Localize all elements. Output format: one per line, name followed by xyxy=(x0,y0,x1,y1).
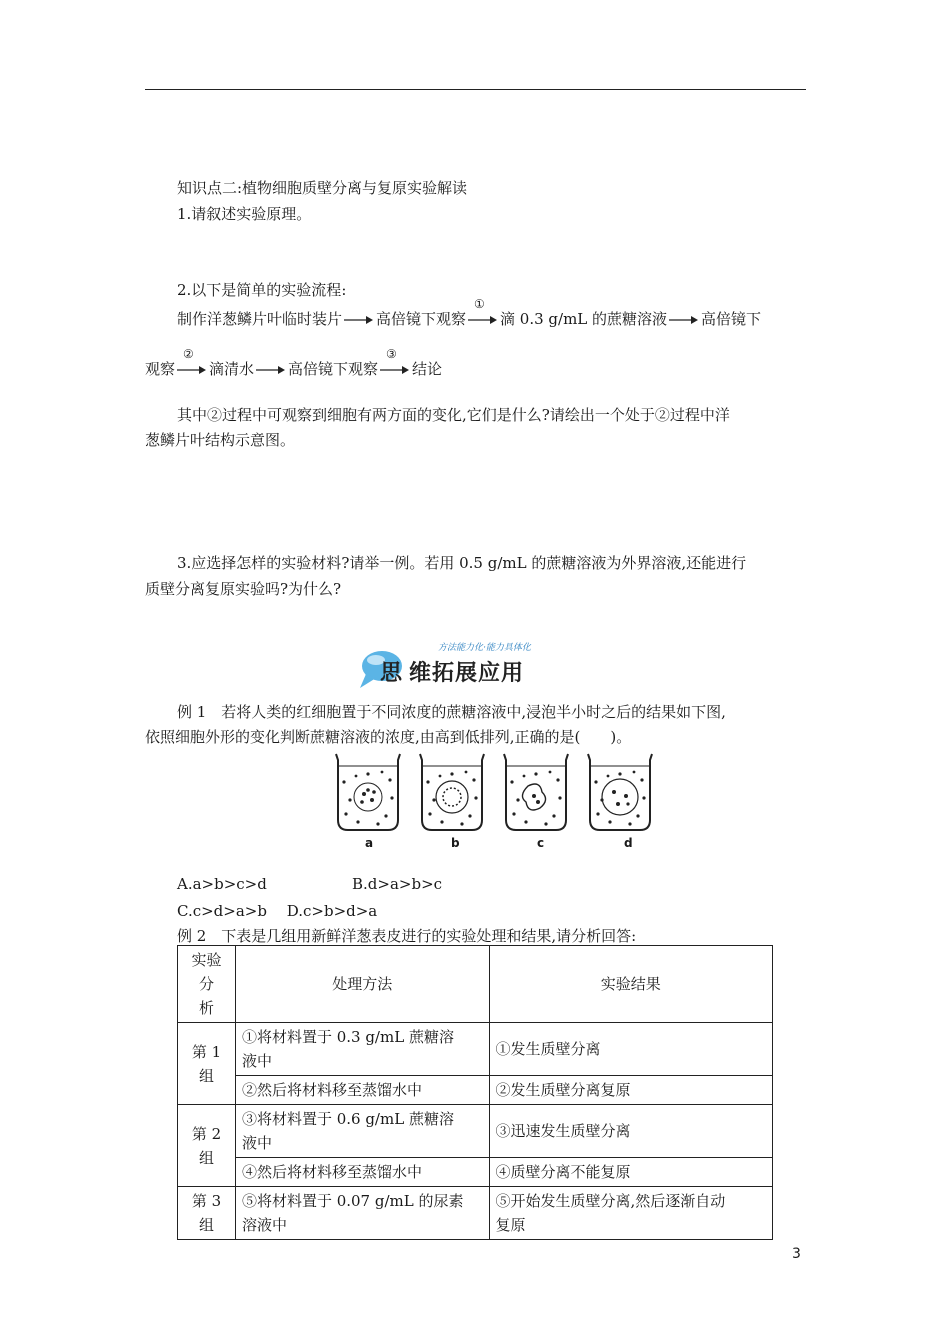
beaker-label-c: c xyxy=(537,836,545,850)
page-number: 3 xyxy=(792,1246,801,1262)
example-1-line-1: 例 1 若将人类的红细胞置于不同浓度的蔗糖溶液中,浸泡半小时之后的结果如下图, xyxy=(177,703,726,721)
arrow-icon xyxy=(256,362,286,376)
banner-title-first: 思 xyxy=(380,661,404,686)
result-cell: ⑤开始发生质壁分离,然后逐渐自动 复原 xyxy=(489,1187,772,1240)
beakers-figure xyxy=(328,752,658,852)
arrow-icon xyxy=(468,296,498,326)
beaker-d xyxy=(588,754,652,830)
flow-step: 观察 xyxy=(145,360,176,378)
banner-subtitle: 方法能力化·能力具体化 xyxy=(438,643,531,653)
flow-step: 高倍镜下 xyxy=(701,310,762,328)
options-c-d: C.c>d>a>b D.c>b>d>a xyxy=(177,902,378,920)
result-cell: ②发生质壁分离复原 xyxy=(489,1076,772,1105)
question-1: 1.请叙述实验原理。 xyxy=(177,205,312,223)
flow-step: 结论 xyxy=(412,360,443,378)
arrow-icon xyxy=(344,312,374,326)
header-rule xyxy=(145,89,806,90)
table-row xyxy=(178,1105,773,1158)
flow-step: 高倍镜下观察 xyxy=(376,310,467,328)
section-title: 知识点二:植物细胞质壁分离与复原实验解读 xyxy=(177,179,468,197)
arrow-icon xyxy=(669,312,699,326)
banner-title-rest: 维拓展应用 xyxy=(409,661,525,686)
method-cell: ③将材料置于 0.6 g/mL 蔗糖溶 液中 xyxy=(235,1105,489,1158)
arrow-icon xyxy=(380,346,410,376)
question-3-line-1: 3.应选择怎样的实验材料?请举一例。若用 0.5 g/mL 的蔗糖溶液为外界溶液,还能进行 xyxy=(177,554,747,572)
flow-line-2 xyxy=(145,346,443,379)
flow-line-1 xyxy=(177,296,762,329)
flow-step: 滴 0.3 g/mL 的蔗糖溶液 xyxy=(500,310,668,328)
beaker-c xyxy=(504,754,568,830)
beaker-label-d: d xyxy=(624,836,633,850)
table-row xyxy=(178,1076,773,1105)
banner-title xyxy=(380,656,524,687)
question-2-followup-1: 其中②过程中可观察到细胞有两方面的变化,它们是什么?请绘出一个处于②过程中洋 xyxy=(177,406,730,424)
beaker-label-a: a xyxy=(365,836,374,850)
beaker-label-b: b xyxy=(451,836,460,850)
table-row xyxy=(178,1187,773,1240)
table-row xyxy=(178,1158,773,1187)
section-banner xyxy=(358,638,598,694)
flow-step: 滴清水 xyxy=(209,360,255,378)
arrow-icon xyxy=(177,346,207,376)
group-cell: 第 1 组 xyxy=(178,1023,236,1105)
method-cell: ⑤将材料置于 0.07 g/mL 的尿素 溶液中 xyxy=(235,1187,489,1240)
arrow-label: ③ xyxy=(386,346,397,361)
question-2-followup-2: 葱鳞片叶结构示意图。 xyxy=(145,431,296,449)
table-header-row xyxy=(178,946,773,1023)
group-cell: 第 2 组 xyxy=(178,1105,236,1187)
beaker-a xyxy=(336,754,400,830)
method-cell: ①将材料置于 0.3 g/mL 蔗糖溶 液中 xyxy=(235,1023,489,1076)
result-cell: ①发生质壁分离 xyxy=(489,1023,772,1076)
arrow-label: ② xyxy=(183,346,194,361)
arrow-label: ① xyxy=(474,296,485,311)
flow-step: 高倍镜下观察 xyxy=(288,360,379,378)
group-cell: 第 3 组 xyxy=(178,1187,236,1240)
question-3-line-2: 质壁分离复原实验吗?为什么? xyxy=(145,580,342,598)
experiment-table xyxy=(177,945,773,1240)
example-1-line-2: 依照细胞外形的变化判断蔗糖溶液的浓度,由高到低排列,正确的是( )。 xyxy=(145,728,632,746)
method-cell: ②然后将材料移至蒸馏水中 xyxy=(235,1076,489,1105)
table-header-cell: 实验分 析 xyxy=(178,946,236,1023)
option-a: A.a>b>c>d xyxy=(177,875,267,893)
flow-step: 制作洋葱鳞片叶临时装片 xyxy=(177,310,343,328)
table-row xyxy=(178,1023,773,1076)
result-cell: ③迅速发生质壁分离 xyxy=(489,1105,772,1158)
table-header-cell: 处理方法 xyxy=(235,946,489,1023)
beaker-b xyxy=(420,754,484,830)
example-2-intro: 例 2 下表是几组用新鲜洋葱表皮进行的实验处理和结果,请分析回答: xyxy=(177,927,637,945)
result-cell: ④质壁分离不能复原 xyxy=(489,1158,772,1187)
question-2-intro: 2.以下是简单的实验流程: xyxy=(177,281,347,299)
table-header-cell: 实验结果 xyxy=(489,946,772,1023)
option-b: B.d>a>b>c xyxy=(352,875,443,893)
method-cell: ④然后将材料移至蒸馏水中 xyxy=(235,1158,489,1187)
